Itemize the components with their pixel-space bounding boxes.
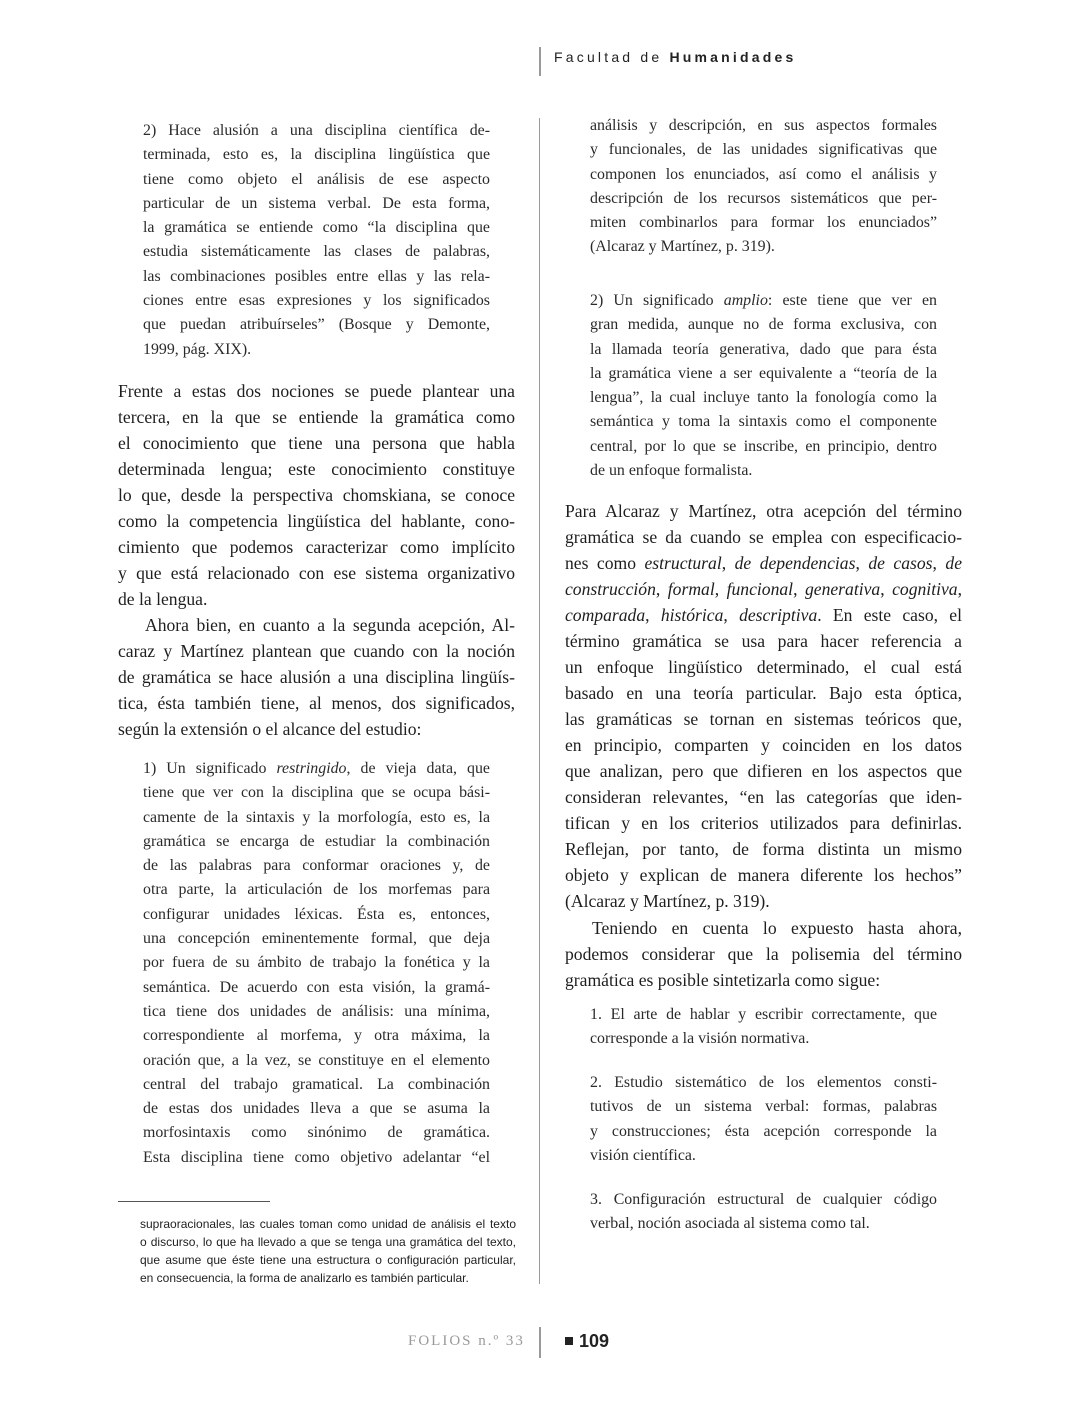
list-item-3 — [590, 1188, 937, 1237]
text-line: Esta disciplina tiene como objetivo adelantar “el — [143, 1148, 490, 1166]
paragraph-frente — [118, 378, 515, 612]
text-line: como la competencia lingüística del hablante, cono- — [118, 511, 515, 531]
header-prefix: Facultad de — [554, 49, 670, 65]
italic-term: formal — [667, 579, 715, 599]
journal-issue: FOLIOS n.º 33 — [408, 1333, 525, 1349]
text-line: componen los enunciados, así como el análisis y — [590, 165, 937, 183]
text-line: o discurso, lo que ha llevado a que se tenga una gramática del texto, — [140, 1235, 516, 1249]
text-line — [590, 289, 937, 313]
text-line: tifican y en los criterios utilizados para definirlas. — [565, 813, 962, 833]
text-line: las combinaciones posibles entre ellas y las rela- — [143, 267, 490, 285]
italic-term: cognitiva — [892, 579, 958, 599]
text-line: oración que, a la vez, se constituye en el elemento — [143, 1051, 490, 1069]
page-number-value: 109 — [579, 1331, 610, 1351]
text-segment: , — [880, 579, 893, 599]
text-line: tica, ésta también tiene, al menos, dos significados, — [118, 693, 515, 713]
text-line: verbal, noción asociada al sistema como tal. — [590, 1215, 870, 1233]
text-line: de un enfoque formalista. — [590, 462, 753, 480]
italic-term: de dependencias — [734, 553, 856, 573]
text-line: 2. Estudio sistemático de los elementos consti- — [590, 1074, 937, 1091]
text-line: tutivos de un sistema verbal: formas, palabras — [590, 1098, 937, 1116]
text-line: determinada lengua; este conocimiento constituye — [118, 459, 515, 479]
text-segment: , — [855, 553, 869, 573]
text-line: un enfoque lingüístico determinado, el cual está — [565, 657, 962, 677]
text-segment: . En este caso, el — [817, 605, 962, 625]
text-line: en consecuencia, la forma de analizarlo es también particular. — [140, 1271, 469, 1285]
column-divider — [539, 118, 540, 1284]
text-line: Frente a estas dos nociones se puede plantear una — [118, 381, 515, 401]
text-line: supraoracionales, las cuales toman como unidad de análisis el texto — [140, 1217, 516, 1231]
text-line: Reflejan, por tanto, de forma distinta un mismo — [565, 839, 962, 859]
footnote — [140, 1215, 516, 1287]
text-line: semántica y toma la sintaxis como el componente — [590, 413, 937, 431]
text-segment: , — [957, 579, 962, 599]
italic-term: generativa — [804, 579, 881, 599]
italic-term: histórica — [660, 605, 724, 625]
list-item-2 — [590, 1071, 937, 1168]
text-line: 2) Hace alusión a una disciplina científica de- — [143, 122, 490, 139]
text-segment: : este tiene que ver en — [767, 292, 937, 309]
text-line: el conocimiento que tiene una persona que habla — [118, 433, 515, 453]
text-line: visión científica. — [590, 1146, 696, 1164]
block-quote-bosque — [143, 119, 490, 362]
text-line: tercera, en la que se entiende la gramática como — [118, 407, 515, 427]
text-line: tiene que ver con la disciplina que se ocupa bási- — [143, 784, 490, 802]
italic-term: construcción — [565, 579, 656, 599]
text-line: particular de un sistema verbal. De esta forma, — [143, 194, 490, 212]
text-line: las gramáticas se tornan en sistemas teóricos que, — [565, 709, 962, 729]
text-line: ciones entre esas expresiones y los significados — [143, 292, 490, 310]
text-line: corresponde a la visión normativa. — [590, 1030, 810, 1048]
text-segment: , — [793, 579, 805, 599]
text-line: 1999, pág. XIX). — [143, 340, 252, 358]
text-line: en principio, comparten y coinciden en los datos — [565, 735, 962, 755]
paragraph-teniendo — [565, 915, 962, 993]
text-line: descripción de los recursos sistemáticos que per- — [590, 189, 937, 207]
text-segment: 1) Un significado — [143, 760, 277, 777]
text-line — [565, 550, 962, 576]
text-line — [565, 576, 962, 602]
running-header — [554, 49, 796, 65]
text-segment: , — [714, 579, 727, 599]
text-line: tica tiene dos unidades de análisis: una mínima, — [143, 1002, 490, 1020]
text-line: según la extensión o el alcance del estudio: — [118, 719, 422, 739]
text-line: análisis y descripción, en sus aspectos formales — [590, 117, 937, 134]
text-line: objeto y explican de manera diferente los hechos” — [565, 865, 962, 885]
text-line: central, por lo que se inscribe, en principio, dentro — [590, 437, 937, 455]
text-line: cimiento que podemos caracterizar como implícito — [118, 537, 515, 557]
text-line: caraz y Martínez plantean que cuando con la noción — [118, 641, 515, 661]
text-line: tiene como objeto el análisis de ese aspecto — [143, 170, 490, 188]
text-line: término gramática se usa para hacer referencia a — [565, 631, 962, 651]
text-line: de las palabras para conformar oraciones y, de — [143, 857, 490, 875]
text-line: de estas dos unidades lleva a que se asuma la — [143, 1100, 490, 1118]
paragraph-ahora-bien — [118, 612, 515, 742]
italic-term: amplio — [723, 292, 768, 309]
text-line — [143, 757, 490, 781]
text-line: miten combinarlos para formar los enunciados” — [590, 214, 937, 232]
block-quote-continued — [590, 114, 937, 260]
footer-divider — [539, 1327, 541, 1358]
text-line: por fuera de su ámbito de trabajo la fonética y la — [143, 954, 490, 972]
text-line: podemos considerar que la polisemia del término — [565, 944, 962, 964]
italic-term: restringido — [276, 760, 347, 777]
italic-term: de casos — [868, 553, 933, 573]
square-bullet-icon — [565, 1337, 573, 1345]
text-line: 1. El arte de hablar y escribir correctamente, que — [590, 1006, 937, 1023]
text-segment: nes como — [565, 553, 645, 573]
text-line: morfosintaxis como sinónimo de gramática. — [143, 1124, 490, 1142]
text-line: gran medida, aunque no de forma exclusiva, con — [590, 316, 937, 334]
text-line: gramática se encarga de estudiar la combinación — [143, 832, 490, 850]
block-quote-amplio — [590, 289, 937, 483]
text-segment: , de vieja data, que — [346, 760, 490, 777]
text-line: Ahora bien, en cuanto a la segunda acepción, Al- — [145, 615, 515, 635]
text-line: (Alcaraz y Martínez, p. 319). — [590, 238, 775, 256]
text-line: la gramática se entiende como “la disciplina que — [143, 219, 490, 237]
text-line: gramática es posible sintetizarla como sigue: — [565, 970, 881, 990]
text-line: y funcionales, de las unidades significativas que — [590, 141, 937, 159]
text-line: que asume que éste tiene una estructura o configuración particular, — [140, 1253, 516, 1267]
text-line: otra parte, la articulación de los morfemas para — [143, 881, 490, 899]
text-line: basado en una teoría particular. Bajo esta óptica, — [565, 683, 962, 703]
text-segment: , — [723, 605, 740, 625]
text-line: gramática se da cuando se emplea con especificacio- — [565, 527, 962, 547]
text-segment: , — [655, 579, 668, 599]
text-line: 3. Configuración estructural de cualquier código — [590, 1191, 937, 1208]
text-line: la llamada teoría generativa, dado que para ésta — [590, 340, 937, 358]
text-line: una concepción eminentemente formal, que deja — [143, 930, 490, 948]
text-line: estudia sistemáticamente las clases de palabras, — [143, 243, 490, 261]
text-line: central del trabajo gramatical. La combinación — [143, 1075, 490, 1093]
text-segment: 2) Un significado — [590, 292, 724, 309]
text-line: Para Alcaraz y Martínez, otra acepción del término — [565, 501, 962, 521]
text-line: correspondiente al morfema, y otra máxima, la — [143, 1027, 490, 1045]
block-quote-restringido — [143, 757, 490, 1170]
text-segment: , — [721, 553, 735, 573]
paragraph-alcaraz — [565, 498, 962, 914]
text-line: lengua”, la cual incluye tanto la fonología como la — [590, 389, 937, 407]
footnote-rule — [118, 1201, 270, 1202]
text-line: semántica. De acuerdo con esta visión, la gramá- — [143, 978, 490, 996]
text-line: Teniendo en cuenta lo expuesto hasta ahora, — [592, 918, 962, 938]
italic-term: comparada — [565, 605, 646, 625]
text-line: que puedan atribuírseles” (Bosque y Demonte, — [143, 316, 490, 334]
text-line: y que está relacionado con ese sistema organizativo — [118, 563, 515, 583]
header-divider — [539, 47, 541, 76]
text-line: que analizan, pero que difieren en los aspectos que — [565, 761, 962, 781]
text-line: consideran relevantes, “en las categorías que iden- — [565, 787, 962, 807]
text-line: de la lengua. — [118, 589, 208, 609]
text-line: (Alcaraz y Martínez, p. 319). — [565, 891, 770, 911]
text-line: de gramática se hace alusión a una disciplina lingüís- — [118, 667, 515, 687]
text-line: camente de la sintaxis y la morfología, esto es, la — [143, 808, 490, 826]
text-line: y construcciones; ésta acepción corresponde la — [590, 1122, 937, 1140]
header-faculty: Humanidades — [669, 49, 797, 65]
italic-term: de — [945, 553, 963, 573]
italic-term: descriptiva — [739, 605, 818, 625]
text-line — [565, 602, 962, 628]
text-segment: , — [645, 605, 661, 625]
page-number — [565, 1331, 609, 1352]
text-line: lo que, desde la perspectiva chomskiana, se conoce — [118, 485, 515, 505]
list-item-1 — [590, 1003, 937, 1052]
text-line: terminada, esto es, la disciplina lingüística que — [143, 146, 490, 164]
text-line: configurar unidades léxicas. Ésta es, entonces, — [143, 905, 490, 923]
italic-term: estructural — [644, 553, 722, 573]
text-segment: , — [932, 553, 946, 573]
italic-term: funcional — [726, 579, 794, 599]
text-line: la gramática viene a ser equivalente a “teoría de la — [590, 364, 937, 382]
